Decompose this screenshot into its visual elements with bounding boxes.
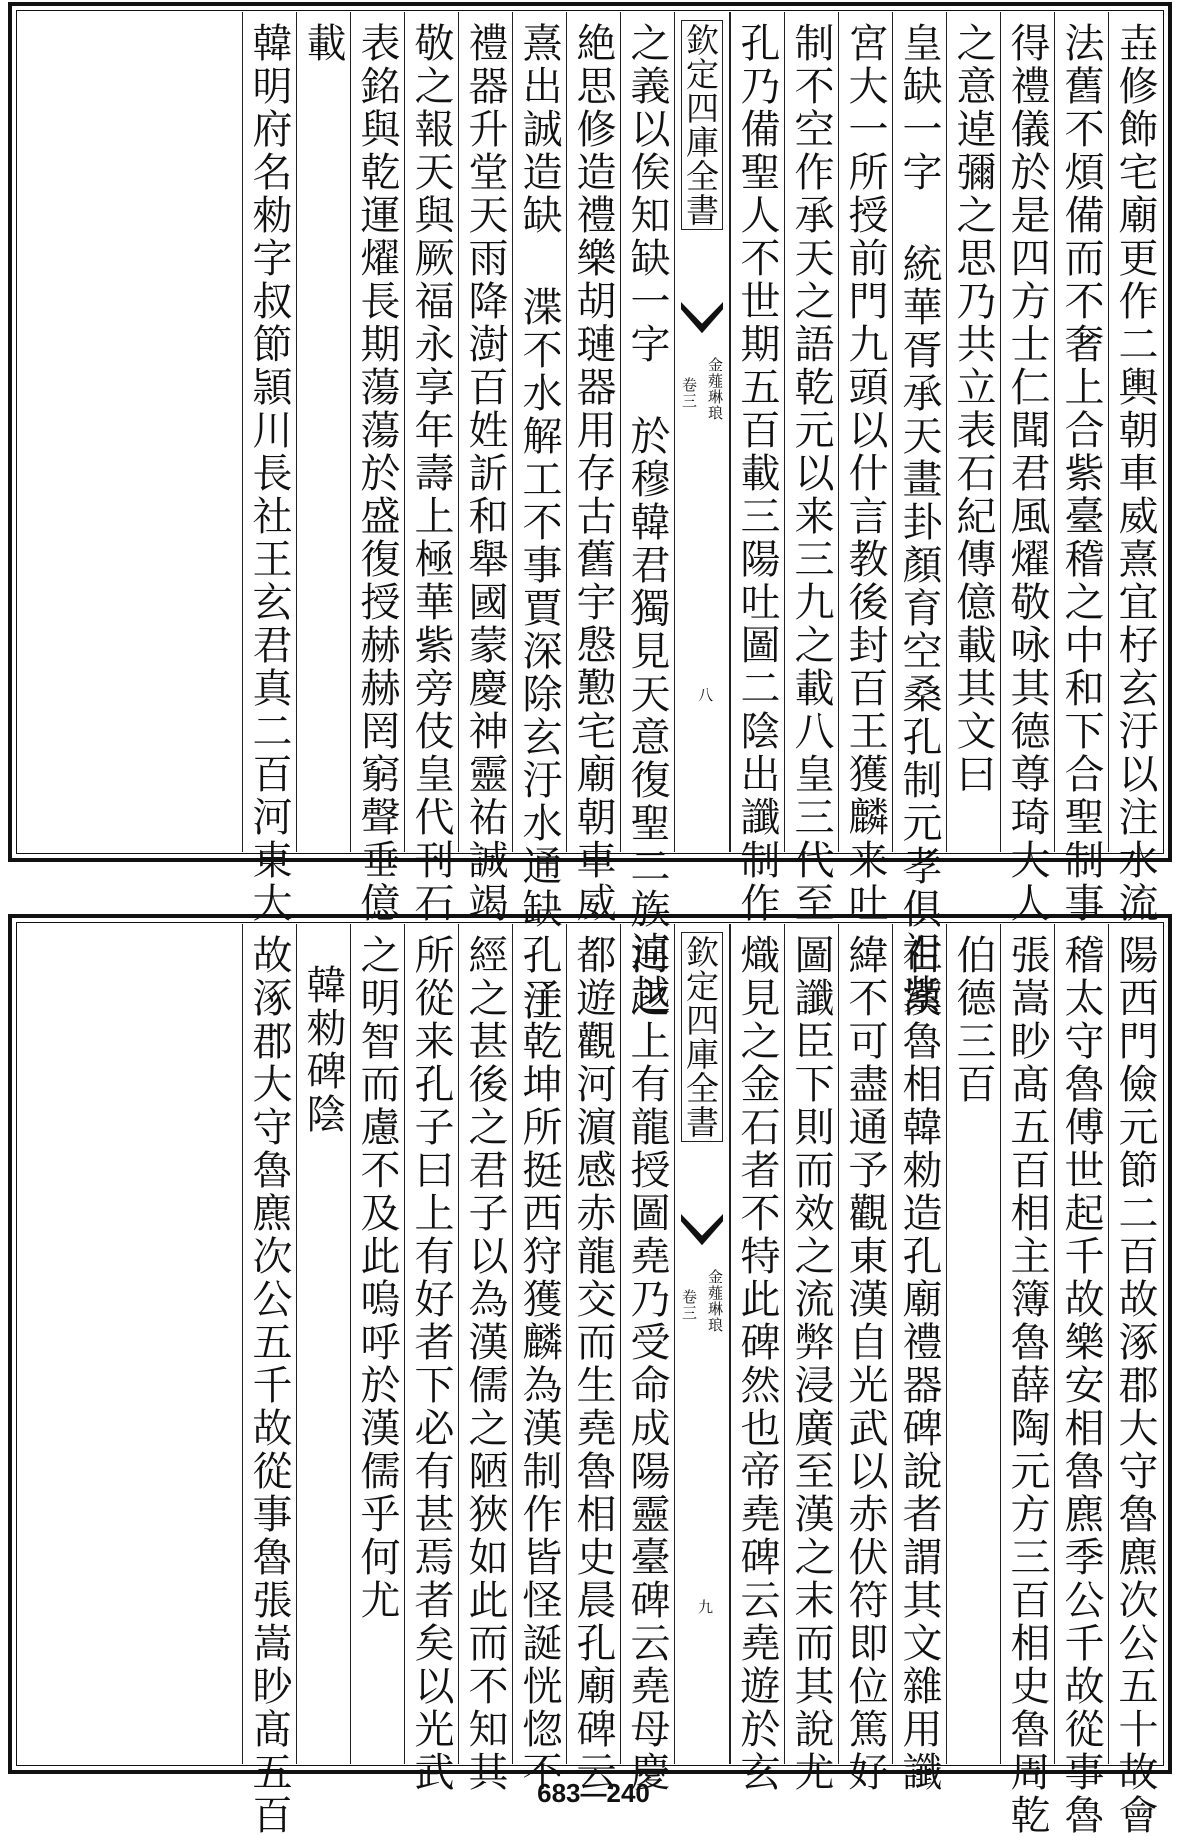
bottom-column-15 — [296, 924, 350, 1764]
fishtail-ornament — [681, 302, 723, 338]
bottom-column-16 — [242, 924, 296, 1837]
column-text: 右漢魯相韓勑造孔廟禮器碑說者謂其文雜用讖 — [896, 934, 942, 1794]
column-text: 張嵩眇髙五百相主簿魯薛陶元方三百相史魯周乾 — [1004, 934, 1050, 1837]
banner-book-title: 金薤琳琅 — [706, 357, 724, 421]
column-text: 法舊不煩備而不奢上合紫臺稽之中和下合聖制事 — [1058, 22, 1104, 925]
banner-book-title: 金薤琳琅 — [706, 1269, 724, 1333]
column-text: 緯不可盡通予觀東漢自光武以赤伏符即位篤好 — [842, 934, 888, 1794]
column-text: 圖讖臣下則而效之流弊浸廣至漢之末而其說尤 — [788, 934, 834, 1794]
column-text: 皇缺一字 統華胥承天畫卦顏育空桑孔制元孝俱祖紫 — [896, 22, 942, 1017]
bottom-column-13 — [404, 924, 458, 1794]
top-column-15 — [296, 12, 350, 852]
bottom-column-8 — [730, 924, 784, 1794]
column-text: 得禮儀於是四方士仁聞君風燿敬咏其德尊琦大人 — [1004, 22, 1050, 925]
column-text: 之意逴彌之思乃共立表石紀傳億載其文曰 — [950, 22, 996, 796]
fishtail-ornament — [681, 1214, 723, 1250]
column-text: 之義以俟知缺一字 於穆韓君獨見天意復聖二族逴越 — [624, 22, 670, 1017]
column-text: 韓明府名勑字叔節頴川長社王玄君真二百河東大 — [246, 22, 292, 925]
column-text: 宮大一所授前門九頭以什言教後封百王獲麟来吐 — [842, 22, 888, 925]
column-text: 孔乃備聖人不世期五百載三陽吐圖二陰出讖制作 — [734, 22, 780, 925]
column-text: 熾見之金石者不特此碑然也帝堯碑云堯遊於玄 — [734, 934, 780, 1794]
column-text: 故涿郡大守魯麃次公五千故從事魯張嵩眇髙五百 — [246, 934, 292, 1837]
top-column-13 — [404, 12, 458, 925]
top-column-10 — [566, 12, 620, 925]
banner-volume: 卷三 — [680, 377, 698, 409]
column-text: 所從来孔子曰上有好者下必有甚焉者矣以光武 — [408, 934, 454, 1794]
bottom-column-3 — [1000, 924, 1054, 1837]
bottom-column-14 — [350, 924, 404, 1764]
column-text: 敬之報天與厥福永享年壽上極華紫旁伎皇代刊石 — [408, 22, 454, 925]
column-text: 制不空作承天之語乾元以来三九之載八皇三代至 — [788, 22, 834, 925]
banner-page-number: 八 — [696, 687, 714, 702]
top-column-14 — [350, 12, 404, 925]
top-column-9 — [620, 12, 674, 1017]
bottom-column-4 — [946, 924, 1000, 1764]
top-column-6 — [838, 12, 892, 925]
top-column-5 — [892, 12, 946, 1017]
column-text: 熹出誠造缺 渫不水解工不事賈深除玄汙水通缺 注 — [516, 22, 562, 1023]
bottom-column-11 — [512, 924, 566, 1794]
banner-title: 欽定四庫全書 — [681, 932, 723, 1142]
page-footer-number: 683—240 — [537, 1778, 650, 1808]
top-column-2 — [1054, 12, 1108, 925]
banner-volume: 卷三 — [680, 1289, 698, 1321]
top-column-12 — [458, 12, 512, 925]
column-text: 表銘與乾運燿長期蕩蕩於盛復授赫赫罔窮聲垂億 — [354, 22, 400, 925]
column-text: 陽西門儉元節二百故涿郡大守魯麃次公五十故會 — [1112, 934, 1158, 1837]
column-text: 之明智而慮不及此嗚呼於漢儒乎何尤 — [354, 934, 400, 1622]
column-text: 絶思修造禮樂胡璉器用存古舊宇慇懃宅廟朝車威 — [570, 22, 616, 925]
bottom-column-2 — [1054, 924, 1108, 1837]
column-text: 載 — [300, 22, 346, 65]
column-text: 經之甚後之君子以為漢儒之陋狹如此而不知其 — [462, 934, 508, 1794]
column-text: 伯德三百 — [950, 934, 996, 1106]
column-text: 河之上有龍授圖堯乃受命成陽靈臺碑云堯母慶 — [624, 934, 670, 1794]
bottom-column-7 — [784, 924, 838, 1794]
top-column-4 — [946, 12, 1000, 852]
banner-title: 欽定四庫全書 — [681, 20, 723, 230]
top-center-banner — [674, 12, 730, 852]
top-column-1 — [1108, 12, 1162, 925]
column-text: 稽太守魯傅世起千故樂安相魯麃季公千故從事魯 — [1058, 934, 1104, 1837]
banner-page-number: 九 — [696, 1599, 714, 1614]
top-column-8 — [730, 12, 784, 925]
bottom-center-banner — [674, 924, 730, 1764]
top-column-3 — [1000, 12, 1054, 925]
bottom-column-9 — [620, 924, 674, 1794]
bottom-column-1 — [1108, 924, 1162, 1837]
top-column-16 — [242, 12, 296, 925]
column-text: 孔子乾坤所挺西狩獲麟為漢制作皆怪誕恍惚不 — [516, 934, 562, 1794]
column-text: 都遊觀河濵感赤龍交而生堯魯相史晨孔廟碑云 — [570, 934, 616, 1794]
column-text: 韓勑碑陰 — [300, 964, 346, 1136]
column-text: 禮器升堂天雨降澍百姓訢和舉國蒙慶神靈祐誠竭 — [462, 22, 508, 925]
bottom-column-5 — [892, 924, 946, 1794]
column-text: 壵修飾宅廟更作二輿朝車威熹宜杍玄汙以注水流 — [1112, 22, 1158, 925]
top-column-11 — [512, 12, 566, 1023]
bottom-column-12 — [458, 924, 512, 1794]
top-column-7 — [784, 12, 838, 925]
bottom-column-10 — [566, 924, 620, 1794]
bottom-column-6 — [838, 924, 892, 1794]
